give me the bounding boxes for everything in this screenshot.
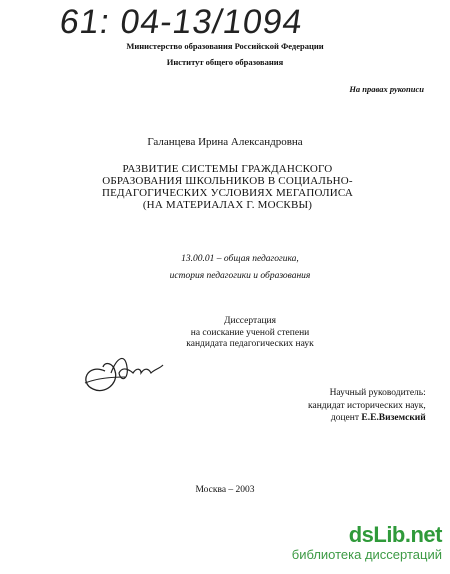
handwritten-signature	[75, 343, 167, 399]
watermark-brand-suffix: .net	[404, 522, 442, 547]
dissertation-label: Диссертация	[224, 316, 276, 326]
advisor-label: Научный руководитель:	[329, 388, 426, 398]
title-line-3: ПЕДАГОГИЧЕСКИХ УСЛОВИЯХ МЕГАПОЛИСА	[101, 187, 354, 199]
degree-line: на соискание ученой степени	[190, 327, 310, 338]
advisor-name: Е.Е.Виземский	[361, 413, 426, 423]
advisor-rank: доцент	[330, 413, 362, 423]
degree-field: кандидата педагогических наук	[186, 339, 314, 349]
author-name: Галанцева Ирина Александровна	[147, 136, 303, 148]
watermark-brand	[292, 523, 442, 547]
title-line-2: ОБРАЗОВАНИЯ ШКОЛЬНИКОВ В СОЦИАЛЬНО-	[102, 175, 353, 187]
title-line-4: (НА МАТЕРИАЛАХ Г. МОСКВЫ)	[142, 199, 313, 211]
specialty-block	[0, 251, 450, 285]
advisor-title-line	[308, 412, 426, 425]
watermark-caption: библиотека диссертаций	[291, 547, 442, 562]
dslib-watermark	[292, 523, 442, 562]
institute-heading: Институт общего образования	[166, 57, 284, 67]
scientific-advisor	[308, 387, 426, 425]
specialty-name: история педагогики и образования	[169, 271, 311, 281]
city-year: Москва – 2003	[195, 485, 255, 495]
advisor-degree: кандидат исторических наук,	[308, 400, 426, 411]
thesis-title	[80, 163, 375, 211]
ministry-heading: Министерство образования Российской Федерации	[126, 41, 324, 51]
manuscript-rights-note: На правах рукописи	[349, 84, 424, 94]
handwritten-catalog-code: 61: 04-13/1094	[57, 3, 306, 41]
specialty-code: 13.00.01 – общая педагогика,	[181, 254, 299, 264]
watermark-brand-main: dsLib	[348, 522, 405, 547]
title-line-1: РАЗВИТИЕ СИСТЕМЫ ГРАЖДАНСКОГО	[122, 163, 333, 175]
dissertation-block	[170, 316, 330, 351]
